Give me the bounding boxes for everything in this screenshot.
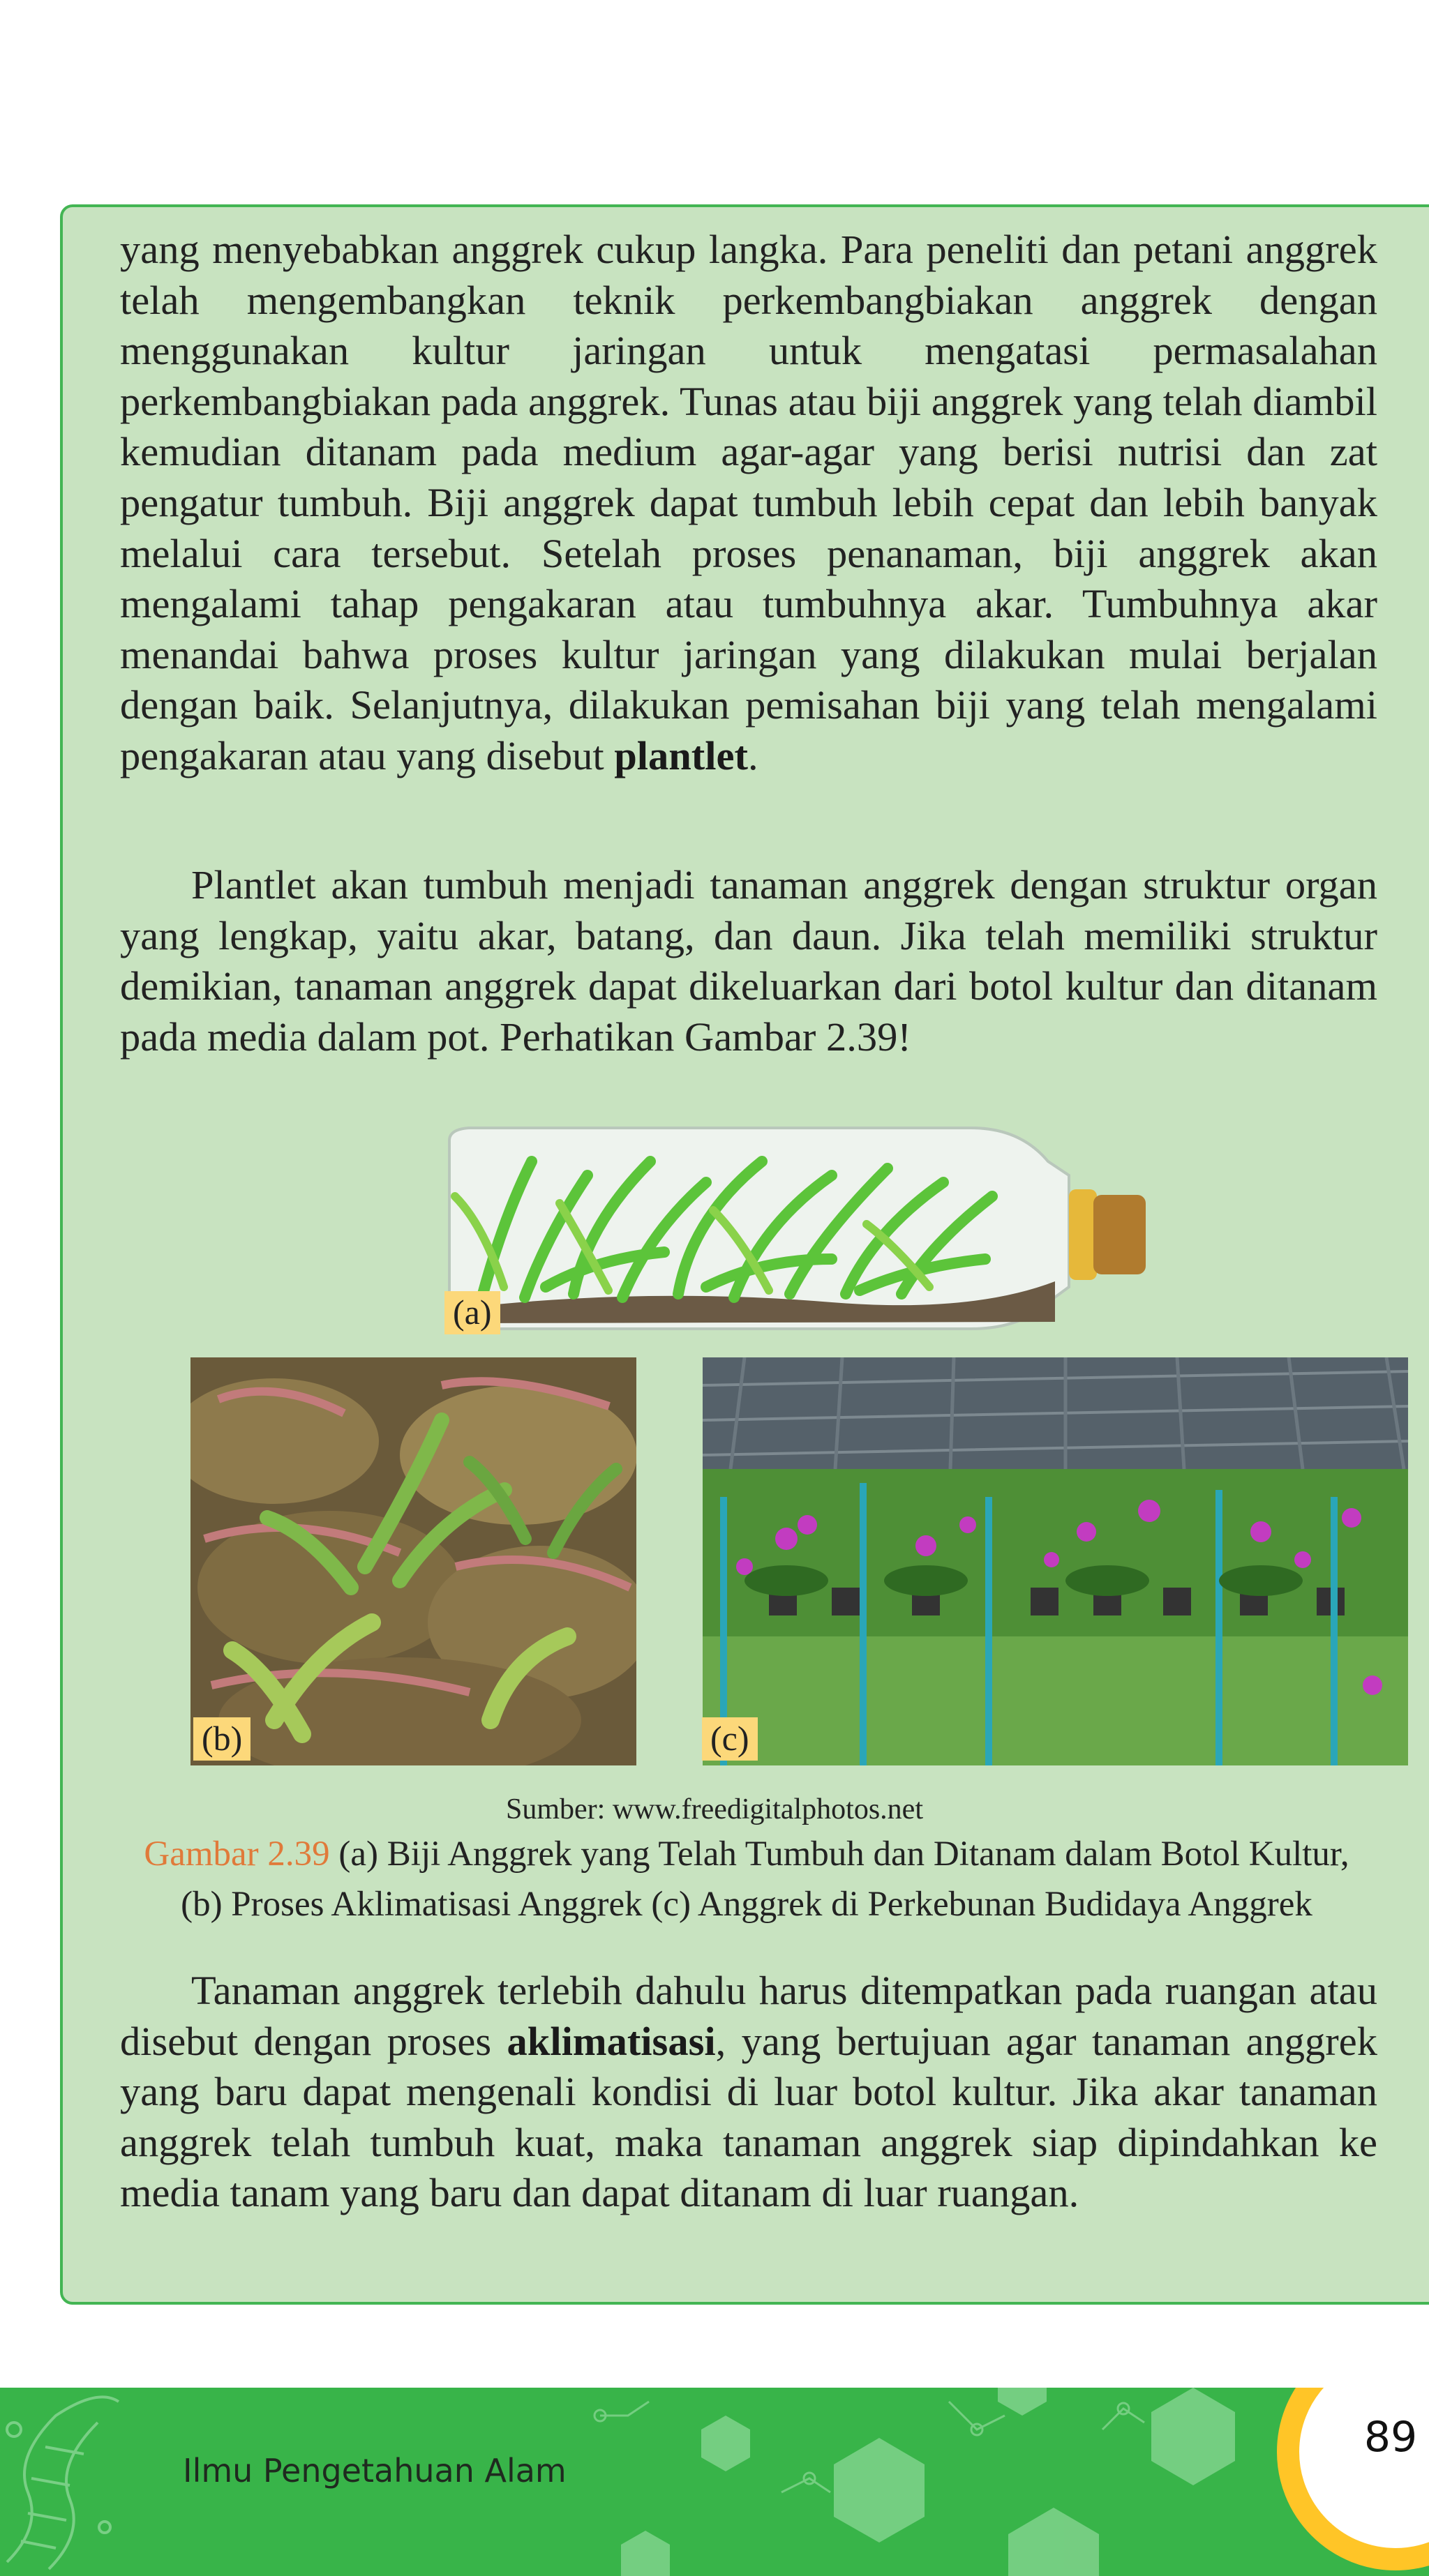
- label-a: (a): [444, 1291, 500, 1334]
- term-aklimatisasi: aklimatisasi: [507, 2018, 716, 2064]
- photo-orchid-plantation: [703, 1357, 1408, 1765]
- culture-bottle-illustration: [441, 1120, 1151, 1336]
- dna-icon: [7, 2397, 119, 2569]
- paragraph-3-text-b: , yang bertujuan agar tanaman anggrek yang baru dapat mengenali kondisi di luar botol kultur. Jika akar tanaman anggrek telah tumbuh kuat, maka tanaman anggrek siap dipindahkan ke media tanam yang baru dan dapat ditanam di luar ruangan.: [120, 2018, 1377, 2216]
- paragraph-1-end: .: [748, 732, 758, 778]
- label-b: (b): [193, 1717, 250, 1761]
- photo-acclimatization: [190, 1357, 636, 1765]
- paragraph-3: [120, 1966, 1377, 2219]
- acclimatization-illustration: [190, 1357, 636, 1765]
- figure-source: Sumber: www.freedigitalphotos.net: [506, 1793, 923, 1825]
- page-number: 89: [1363, 2413, 1418, 2462]
- photo-culture-bottle: [441, 1120, 1151, 1336]
- label-c: (c): [702, 1717, 758, 1761]
- book-title: Ilmu Pengetahuan Alam: [183, 2452, 567, 2490]
- paragraph-3-text-a: Tanaman anggrek terlebih dahulu harus ditempatkan pada ruangan atau disebut dengan proses: [120, 1968, 1377, 2064]
- term-plantlet: plantlet: [614, 732, 748, 778]
- caption-figure-number: Gambar 2.39: [144, 1835, 330, 1874]
- caption-text-1: (a) Biji Anggrek yang Telah Tumbuh dan Ditanam dalam Botol Kultur,: [329, 1835, 1349, 1874]
- paragraph-1-text: yang menyebabkan anggrek cukup langka. Para peneliti dan petani anggrek telah mengembangkan teknik perkembangbiakan anggrek dengan menggunakan kultur jaringan untuk mengatasi permasalahan perkembangbiakan pada anggrek. Tunas atau biji anggrek yang telah diambil kemudian ditanam pada medium agar-agar yang berisi nutrisi dan zat pengatur tumbuh. Biji anggrek dapat tumbuh lebih cepat dan lebih banyak melalui cara tersebut. Setelah proses penanaman, biji anggrek akan mengalami tahap pengakaran atau tumbuhnya akar. Tumbuhnya akar menandai bahwa proses kultur jaringan yang dilakukan mulai berjalan dengan baik. Selanjutnya, dilakukan pemisahan biji yang telah mengalami pengakaran atau yang disebut: [120, 227, 1377, 778]
- plantation-illustration: [703, 1357, 1408, 1765]
- caption-line-2: (b) Proses Aklimatisasi Anggrek (c) Anggrek di Perkebunan Budidaya Anggrek: [181, 1885, 1312, 1924]
- page-footer: [0, 2388, 1429, 2576]
- paragraph-2-text: Plantlet akan tumbuh menjadi tanaman anggrek dengan struktur organ yang lengkap, yaitu akar, batang, dan daun. Jika telah memiliki struktur demikian, tanaman anggrek dapat dikeluarkan dari botol kultur dan ditanam pada media dalam pot. Perhatikan Gambar 2.39!: [120, 862, 1377, 1060]
- paragraph-2: [120, 860, 1377, 1062]
- figure-caption: [77, 1829, 1416, 1929]
- paragraph-1: [120, 225, 1377, 782]
- caption-line-1: [77, 1829, 1416, 1879]
